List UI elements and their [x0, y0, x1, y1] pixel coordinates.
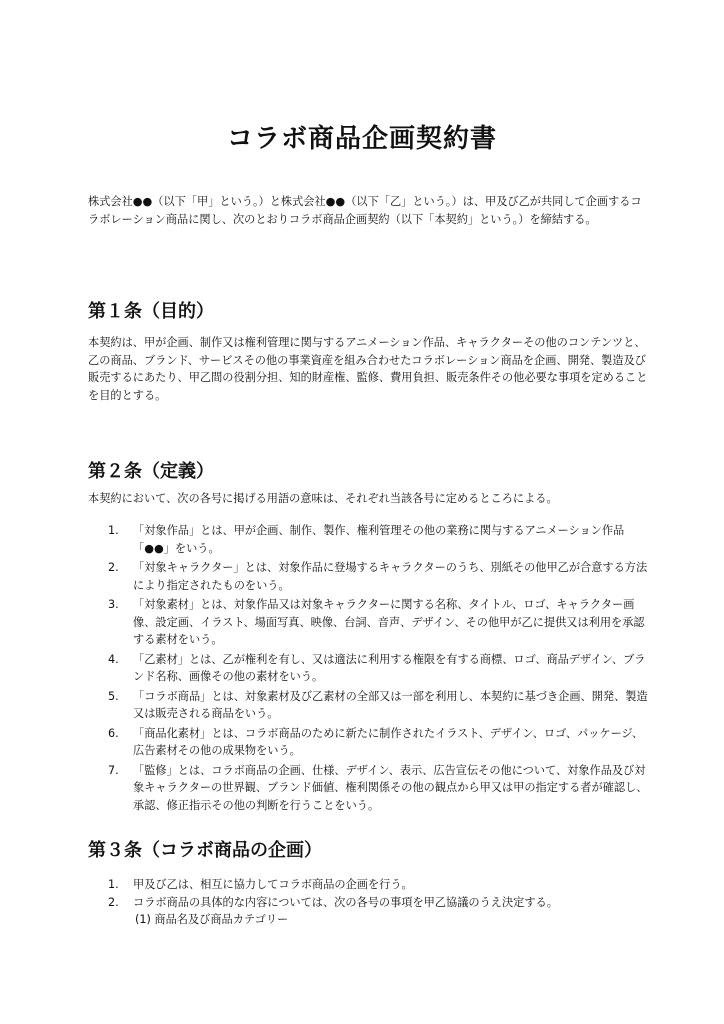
definition-item-5	[88, 688, 648, 723]
article-3-subitem-1: (1) 商品名及び商品カテゴリー	[135, 913, 289, 926]
item-text: 「対象キャラクター」とは、対象作品に登場するキャラクターのうち、別紙その他甲乙が合意する方法により指定されたものをいう。	[133, 561, 648, 592]
preamble: 株式会社●●（以下「甲」という。）と株式会社●●（以下「乙」という。）は、甲及び乙が共同して企画するコラボレーション商品に関し、次のとおりコラボ商品企画契約（以下「本契約」という。）を締結する。	[88, 195, 642, 226]
item-text: 「商品化素材」とは、コラボ商品のために新たに制作されたイラスト、デザイン、ロゴ、パッケージ、広告素材その他の成果物をいう。	[133, 726, 644, 757]
article-2-heading: 第２条（定義）	[88, 461, 214, 482]
item-text: 「対象作品」とは、甲が企画、制作、製作、権利管理その他の業務に関与するアニメーション作品「●●」をいう。	[133, 524, 625, 555]
item-number: 5.	[108, 689, 119, 703]
item-number: 1.	[108, 878, 119, 891]
definitions-list	[88, 522, 648, 814]
document-title: コラボ商品企画契約書	[226, 124, 497, 154]
definition-item-1	[88, 522, 648, 557]
item-text: 「監修」とは、コラボ商品の企画、仕様、デザイン、表示、広告宣伝その他について、対象作品及び対象キャラクターの世界観、ブランド価値、権利関係その他の観点から甲又は甲の指定する者が確認し、承認、修正指示その他の判断を行うことをいう。	[133, 763, 648, 812]
item-text: 「対象素材」とは、対象作品又は対象キャラクターに関する名称、タイトル、ロゴ、キャラクター画像、設定画、イラスト、場面写真、映像、台詞、音声、デザイン、その他甲が乙に提供又は利用を承認する素材をいう。	[133, 598, 645, 646]
item-text: 「コラボ商品」とは、対象素材及び乙素材の全部又は一部を利用し、本契約に基づき企画、開発、製造又は販売される商品をいう。	[133, 689, 648, 720]
article-3-list	[88, 876, 648, 929]
article-3-item-2	[88, 894, 648, 912]
definition-item-4	[88, 651, 648, 686]
article-3-item-1	[88, 876, 648, 894]
item-number: 7.	[108, 763, 119, 777]
item-number: 4.	[108, 652, 119, 666]
definition-item-3	[88, 596, 648, 649]
item-number: 2.	[108, 895, 119, 909]
item-text: コラボ商品の具体的な内容については、次の各号の事項を甲乙協議のうえ決定する。	[133, 895, 558, 909]
item-text: 「乙素材」とは、乙が権利を有し、又は適法に利用する権限を有する商標、ロゴ、商品デザイン、ブランド名称、画像その他の素材をいう。	[133, 652, 646, 683]
item-number: 1.	[108, 524, 119, 537]
item-number: 3.	[108, 598, 119, 611]
article-2-intro: 本契約において、次の各号に掲げる用語の意味は、それぞれ当該各号に定めるところによる。	[88, 492, 558, 505]
article-1-heading: 第１条（目的）	[88, 301, 214, 322]
definition-item-7	[88, 762, 648, 815]
definition-item-6	[88, 725, 648, 760]
article-1-body: 本契約は、甲が企画、制作又は権利管理に関与するアニメーション作品、キャラクターその他のコンテンツと、乙の商品、ブランド、サービスその他の事業資産を組み合わせたコラボレーション商品を企画、開発、製造及び販売するにあたり、甲乙間の役割分担、知的財産権、監修、費用負担、販売条件その他必要な事項を定めることを目的とする。	[88, 336, 648, 402]
item-number: 2.	[108, 561, 119, 574]
article-3-heading: 第３条（コラボ商品の企画）	[88, 840, 322, 861]
item-number: 6.	[108, 726, 119, 740]
item-text: 甲及び乙は、相互に協力してコラボ商品の企画を行う。	[133, 878, 413, 891]
definition-item-2	[88, 559, 648, 594]
